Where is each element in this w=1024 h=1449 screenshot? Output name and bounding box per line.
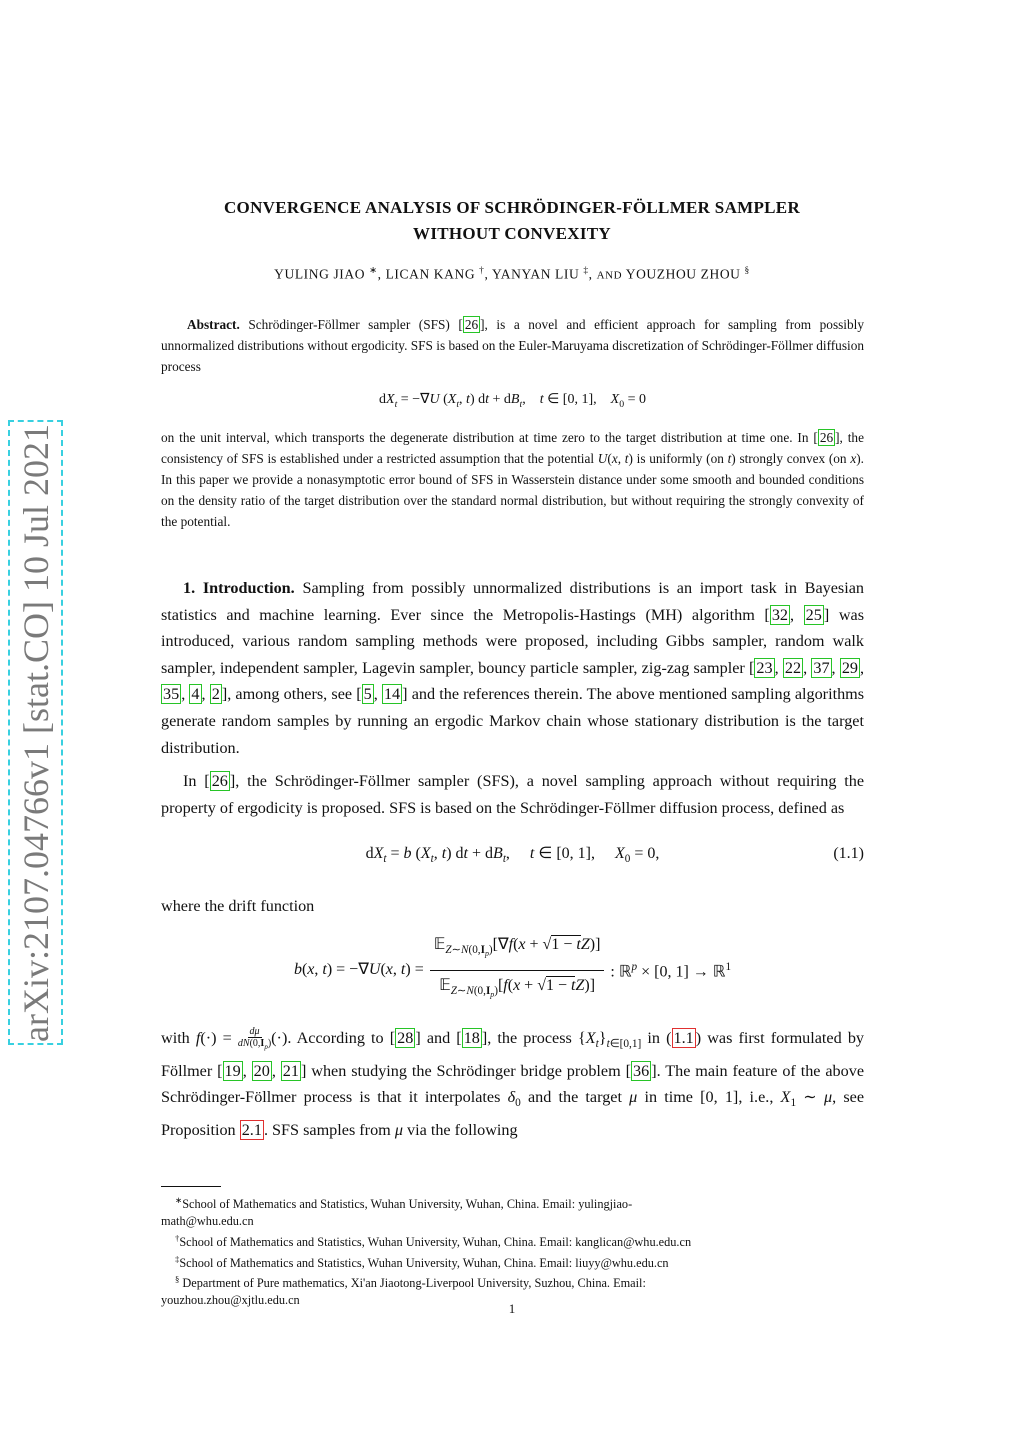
- author-and: AND: [596, 269, 623, 282]
- body-text: , see Proposition: [161, 1088, 865, 1139]
- footnote-1: ∗School of Mathematics and Statistics, Wuhan University, Wuhan, China. Email: yulingjiao-: [175, 1195, 633, 1212]
- body-text: , the process: [487, 1028, 572, 1047]
- intro-para-1: 1. Introduction. Sampling from possibly unnormalized distributions is an import task in Bayesian statistics and machine learning. Ever since the Metropolis-Hastings (MH) algorithm [ 32 , 25 ] was introduced, various random sampling methods were proposed, including Gibbs sampler, random walk sampler, independent sampler, Lagevin sampler, bouncy particle sampler, zig-zag sampler [ 23 , 22 , 37 , 29 , 35 , 4 , 2 ], among others, see [ 5 , 14 ] and the references therein. The above mentioned sampling algorithms generate random samples by running an ergodic Markov chain whose stationary distribution is the target distribution.: [161, 579, 865, 757]
- footnote-text: School of Mathematics and Statistics, Wuhan University, Wuhan, China. Email: yulingjiao-: [182, 1197, 633, 1212]
- title-line-1: CONVERGENCE ANALYSIS OF SCHRÖDINGER-FÖLLMER SAMPLER: [223, 198, 801, 217]
- abstract-equation: $dX_t = -\nabla U$ ($X_t$, t) dt + $dB_t$, t ∈ [0, 1], $X_0 = 0$: [379, 392, 646, 410]
- author-1: YULING JIAO: [274, 266, 366, 282]
- citation-4[interactable]: 4: [191, 685, 200, 704]
- citation-26[interactable]: 26: [819, 429, 834, 445]
- body-text: Sampling from possibly unnormalized distributions is an import task in Bayesian statistics and machine learning. Ever since the Metropolis-Hastings (MH) algorithm: [161, 579, 865, 624]
- author-list: YULING JIAO ∗, LICAN KANG †, YANYAN LIU ‡, AND YOUZHOU ZHOU §: [274, 266, 750, 282]
- body-text: with: [161, 1028, 190, 1047]
- citation-35[interactable]: 35: [163, 685, 180, 704]
- citation-32[interactable]: 32: [771, 605, 789, 624]
- equation-number: (1.1): [833, 845, 864, 863]
- body-text: . SFS samples from: [263, 1121, 391, 1139]
- body-text: and the references therein. The above mentioned sampling algorithms generate random samples by running an ergodic Markov chain whose stationary distribution is the target distribution.: [161, 685, 865, 757]
- body-text: in time: [644, 1088, 693, 1107]
- body-text: was introduced, various random sampling methods were proposed, including Gibbs sampler, random walk sampler, independent sampler, Lagevin sampler, bouncy particle sampler, zig-zag sampler: [161, 605, 865, 677]
- author-4: YOUZHOU ZHOU: [625, 266, 741, 282]
- body-text: and the target: [527, 1088, 622, 1107]
- title-line-2: WITHOUT CONVEXITY: [413, 224, 611, 243]
- body-text: and: [426, 1028, 451, 1047]
- abstract-label: Abstract.: [187, 317, 240, 332]
- citation-19[interactable]: 19: [224, 1061, 241, 1080]
- citation-14[interactable]: 14: [383, 685, 401, 704]
- footnote-2: †School of Mathematics and Statistics, Wuhan University, Wuhan, China. Email: kanglican@whu.edu.cn: [175, 1232, 692, 1249]
- body-text: . According to: [287, 1028, 384, 1047]
- citation-20[interactable]: 20: [253, 1061, 270, 1080]
- body-text: in: [647, 1028, 660, 1047]
- introduction: [161, 575, 864, 1144]
- intro-para-4: with f(·) = $\frac{d\mu}{dN(0,I_p)}$ (·). According to [ 28 ] and [ 18 ], the process $\{X_t\}_{t\in[0,1]}$ in ( 1.1 ) was first formulated by Föllmer [ 19 , 20 , 21 ] when studying the Schrödinger bridge problem [ 36 ]. The main feature of the above Schrödinger-Föllmer process is that it interpolates $\delta_0$ and the target μ in time [0, 1], i.e., $X_1$ ∼ μ, see Proposition 2.1 . SFS samples from μ via the following: [161, 1025, 865, 1139]
- author-3: YANYAN LIU: [491, 266, 580, 282]
- citation-26[interactable]: 26: [211, 772, 228, 791]
- citation-25[interactable]: 25: [805, 605, 822, 624]
- abstract-text: on the unit interval, which transports the degenerate distribution at time zero to the target distribution at time one. In: [161, 429, 809, 445]
- footnote-rule: [161, 1186, 221, 1187]
- footnote-4: § Department of Pure mathematics, Xi'an Jiaotong-Liverpool University, Suzhou, China. Email:: [175, 1274, 646, 1291]
- abstract-text: ) strongly convex (on: [731, 450, 847, 466]
- body-text: . The main feature of the above Schrödinger-Föllmer process is that it interpolates: [161, 1061, 865, 1107]
- body-text: was first formulated by Föllmer: [161, 1028, 865, 1080]
- body-text: , among others, see: [227, 685, 353, 704]
- citation-22[interactable]: 22: [784, 658, 802, 677]
- abstract-para-1: Abstract. Schrödinger-Föllmer sampler (SFS) [ 26 ], is a novel and efficient approach for sampling from possibly unnormalized distributions without ergodicity. SFS is based on the Euler-Maruyama discretization of Schrödinger-Föllmer diffusion process: [161, 317, 864, 374]
- footnote-4-cont: youzhou.zhou@xjtlu.edu.cn: [161, 1293, 300, 1308]
- citation-29[interactable]: 29: [841, 658, 858, 677]
- body-text: when studying the Schrödinger bridge problem: [311, 1061, 621, 1080]
- proposition-ref-2-1[interactable]: 2.1: [241, 1121, 262, 1139]
- citation-37[interactable]: 37: [813, 658, 830, 677]
- paper-title: [160, 195, 864, 247]
- abstract-text: , is a novel and efficient approach for sampling from possibly unnormalized distributions without ergodicity. SFS is based on the Euler-Maruyama discretization of Schrödinger-Föllmer diffusion process: [161, 317, 864, 374]
- author-2: LICAN KANG: [385, 266, 476, 282]
- body-text: via the following: [407, 1121, 518, 1139]
- drift-equation: b(x, t) = −∇U(x, t) = $\frac{𝔼_{Z\sim N(0,I_p)}[\nabla f(x + √1 - tZ)]}{𝔼_{Z\sim N(0,I_p)}[f(x + √1 - tZ)]}$ : ℝ$^p$ × [0, 1] → ℝ$^1$: [161, 932, 864, 1009]
- arxiv-stamp[interactable]: [8, 420, 63, 1045]
- citation-5[interactable]: 5: [363, 685, 372, 704]
- abstract-text: is uniformly (on: [636, 450, 724, 466]
- abstract-text: ). In this paper we provide a nonasymptotic error bound of SFS in Wasserstein distance under some smooth and bounded conditions on the density ratio of the target distribution over the standard normal distribution, but without requiring the strongly convexity of the potential.: [161, 450, 864, 529]
- abstract: [161, 314, 864, 532]
- abstract-para-2: on the unit interval, which transports the degenerate distribution at time zero to the target distribution at time one. In [ 26 ], the consistency of SFS is established under a restricted assumption that the potential U(x, t) is uniformly (on t) strongly convex (on x). In this paper we provide a nonasymptotic error bound of SFS in Wasserstein distance under some smooth and bounded conditions on the density ratio of the target distribution over the standard normal distribution, but without requiring the strongly convexity of the potential.: [161, 429, 864, 529]
- citation-2[interactable]: 2: [211, 685, 220, 704]
- footnote-3: ‡School of Mathematics and Statistics, Wuhan University, Wuhan, China. Email: liuyy@whu.edu.cn: [175, 1253, 669, 1270]
- footnote-text: School of Mathematics and Statistics, Wuhan University, Wuhan, China. Email: kanglican@whu.edu.cn: [179, 1234, 692, 1249]
- citation-23[interactable]: 23: [756, 658, 773, 677]
- abstract-text: Schrödinger-Föllmer sampler (SFS): [248, 317, 450, 332]
- footnote-text: Department of Pure mathematics, Xi'an Jiaotong-Liverpool University, Suzhou, China. Email:: [182, 1276, 646, 1291]
- body-text: , i.e.,: [738, 1088, 774, 1107]
- citation-28[interactable]: 28: [397, 1028, 414, 1047]
- citation-26[interactable]: 26: [464, 317, 479, 332]
- body-text: , the Schrödinger-Föllmer sampler (SFS), a novel sampling approach without requiring the property of ergodicity is proposed. SFS is based on the Schrödinger-Föllmer diffusion process, defined as: [161, 772, 865, 817]
- citation-18[interactable]: 18: [463, 1028, 480, 1047]
- section-heading: 1. Introduction.: [183, 579, 295, 597]
- intro-para-3: where the drift function: [161, 897, 315, 916]
- abstract-text: , the consistency of SFS is established under a restricted assumption that the potential: [161, 429, 864, 466]
- page-number: 1: [508, 1301, 516, 1316]
- body-text: In: [183, 772, 197, 791]
- citation-21[interactable]: 21: [282, 1061, 299, 1080]
- arxiv-id: arXiv:2107.04766v1 [stat.CO] 10 Jul 2021: [15, 423, 56, 1042]
- citation-36[interactable]: 36: [633, 1061, 650, 1080]
- footnotes: [161, 1192, 864, 1309]
- intro-para-2: In [ 26 ], the Schrödinger-Föllmer sampler (SFS), a novel sampling approach without requiring the property of ergodicity is proposed. SFS is based on the Schrödinger-Föllmer diffusion process, defined as: [161, 772, 865, 817]
- equation-1-1: $dX_t = b$ ($X_t$, t) dt + $dB_t$, t ∈ [0, 1], $X_0 = 0$, (1.1): [161, 841, 864, 873]
- equation-ref-1-1[interactable]: 1.1: [673, 1028, 694, 1047]
- footnote-1-cont: math@whu.edu.cn: [161, 1213, 254, 1228]
- footnote-text: School of Mathematics and Statistics, Wuhan University, Wuhan, China. Email: liuyy@whu.edu.cn: [179, 1255, 669, 1270]
